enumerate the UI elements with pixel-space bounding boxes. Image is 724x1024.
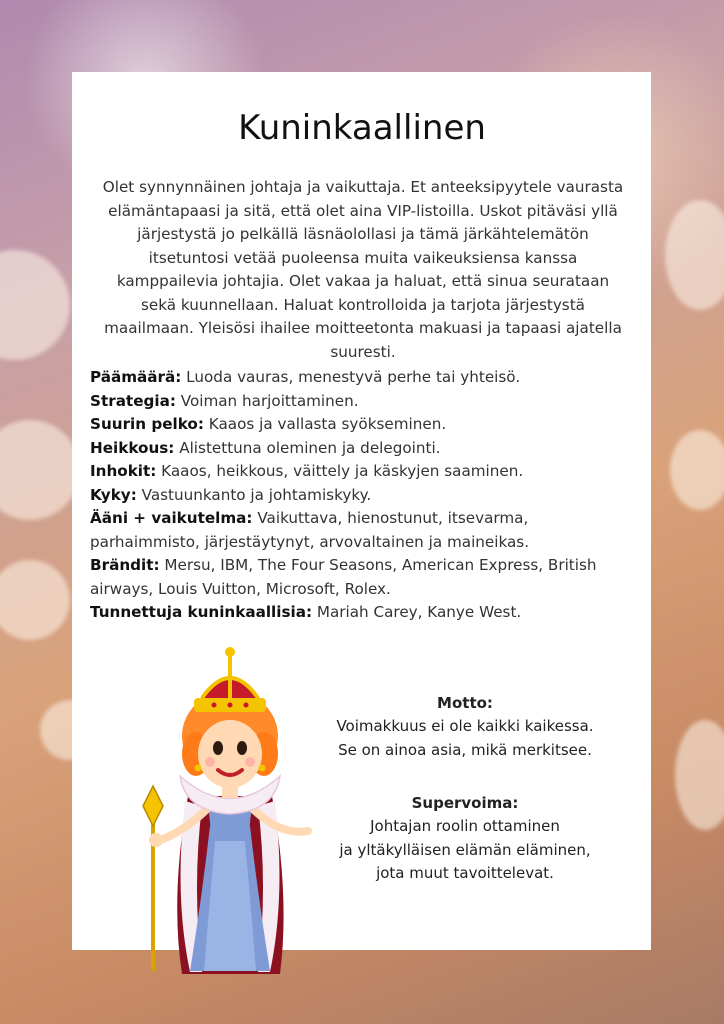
trait-label: Strategia:: [90, 391, 176, 410]
bokeh-light: [670, 430, 724, 510]
trait-item: [90, 390, 640, 414]
trait-label: Heikkous:: [90, 438, 175, 457]
motto-line: Voimakkuus ei ole kaikki kaikessa.: [336, 717, 594, 735]
trait-label: Kyky:: [90, 485, 137, 504]
trait-item: [90, 601, 640, 625]
trait-item: [90, 507, 640, 554]
trait-item: [90, 460, 640, 484]
trait-item: [90, 437, 640, 461]
bokeh-light: [665, 200, 724, 310]
trait-label: Inhokit:: [90, 462, 157, 480]
trait-text: Mariah Carey, Kanye West.: [312, 603, 522, 621]
trait-item: [90, 413, 640, 437]
trait-text: Voiman harjoittaminen.: [175, 391, 359, 410]
bokeh-light: [0, 420, 80, 520]
traits-list: [90, 366, 640, 625]
trait-label: Päämäärä:: [90, 368, 182, 386]
trait-text: Kaaos ja vallasta syökseminen.: [203, 415, 447, 433]
motto-section: [300, 692, 630, 762]
trait-item: [90, 484, 640, 508]
supervoima-line: ja yltäkylläisen elämän eläminen,: [339, 840, 591, 859]
trait-label: Suurin pelko:: [90, 415, 204, 433]
bokeh-light: [675, 720, 724, 830]
motto-line: Se on ainoa asia, mikä merkitsee.: [338, 740, 592, 759]
page-title: Kuninkaallinen: [238, 108, 486, 148]
trait-text: Mersu, IBM, The Four Seasons, American Express, British airways, Louis Vuitton, Microsoft, Rolex.: [90, 556, 597, 598]
trait-item: [90, 554, 640, 601]
trait-item: [90, 366, 640, 390]
bokeh-light: [0, 250, 70, 360]
trait-text: Kaaos, heikkous, väittely ja käskyjen saaminen.: [156, 462, 524, 480]
trait-label: Ääni + vaikutelma:: [90, 509, 253, 527]
motto-heading: Motto:: [437, 694, 493, 712]
trait-text: Alistettuna oleminen ja delegointi.: [174, 438, 441, 457]
trait-text: Vastuunkanto ja johtamiskyky.: [136, 485, 372, 504]
supervoima-section: [300, 792, 630, 886]
trait-label: Tunnettuja kuninkaallisia:: [90, 603, 313, 621]
supervoima-heading: Supervoima:: [411, 794, 519, 812]
intro-paragraph: Olet synnynnäinen johtaja ja vaikuttaja. Et anteeksipyytele vaurasta elämäntapaasi ja sitä, että olet aina VIP-listoilla. Uskot pitäväsi yllä järjestystä jo pelkällä läsnäolollasi ja tämä järkähtelemätön itsetuntosi vetää puoleensa muita vaikeuksiensa kanssa kamppailevia johtajia. Olet vakaa ja haluat, että sinua seurataan sekä kuunnellaan. Haluat kontrolloida ja tarjota järjestystä maailmaan. Yleisösi ihailee moitteetonta makuasi ja tapaasi ajatella suuresti.: [102, 178, 624, 361]
bokeh-light: [0, 560, 70, 640]
supervoima-line: jota muut tavoittelevat.: [376, 864, 554, 882]
trait-text: Vaikuttava, hienostunut, itsevarma, parhaimmisto, järjestäytynyt, arvovaltainen ja maineikas.: [90, 509, 530, 551]
trait-text: Luoda vauras, menestyvä perhe tai yhteisö.: [181, 368, 521, 386]
trait-label: Brändit:: [90, 556, 160, 574]
supervoima-line: Johtajan roolin ottaminen: [370, 817, 560, 835]
